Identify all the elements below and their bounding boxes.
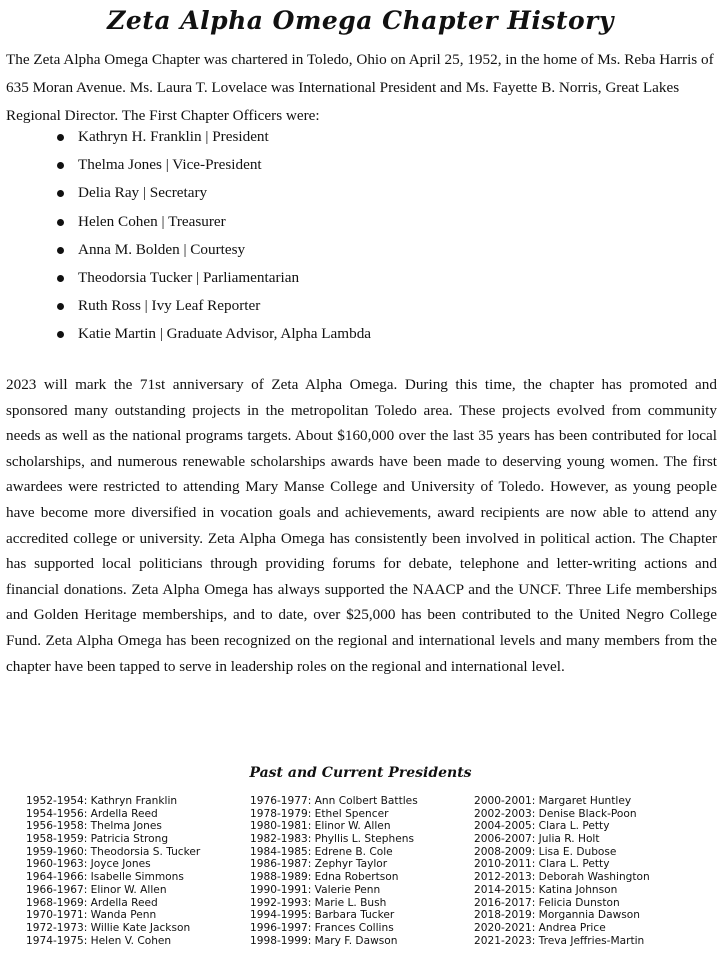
president-entry: 1982-1983: Phyllis L. Stephens [250,833,414,846]
president-entry: 2000-2001: Margaret Huntley [474,795,632,807]
list-item: Ruth Ross | Ivy Leaf Reporter [78,292,371,320]
president-entry: 1954-1956: Ardella Reed [26,807,158,820]
president-entry: 1968-1969: Ardella Reed [26,896,158,909]
president-entry: 1976-1977: Ann Colbert Battles [250,795,418,807]
president-entry: 1959-1960: Theodorsia S. Tucker [26,845,201,858]
president-entry: 1980-1981: Elinor W. Allen [250,820,391,833]
list-item: Theodorsia Tucker | Parliamentarian [78,264,371,292]
president-entry: 2014-2015: Katina Johnson [474,883,618,896]
president-entry: 1988-1989: Edna Robertson [250,871,399,884]
president-entry: 1960-1963: Joyce Jones [26,858,151,871]
list-item: Kathryn H. Franklin | President [78,123,371,151]
president-entry: 1990-1991: Valerie Penn [250,883,381,896]
president-entry: 1984-1985: Edrene B. Cole [250,845,393,858]
president-entry: 1956-1958: Thelma Jones [26,820,162,833]
president-entry: 2016-2017: Felicia Dunston [474,896,620,909]
president-entry: 2006-2007: Julia R. Holt [474,833,600,846]
presidents-heading: Past and Current Presidents [249,765,472,781]
president-entry: 1986-1987: Zephyr Taylor [250,858,388,871]
president-entry: 2002-2003: Denise Black-Poon [474,807,637,820]
president-entry: 1998-1999: Mary F. Dawson [250,934,398,947]
president-entry: 2021-2023: Treva Jeffries-Martin [474,934,645,947]
president-entry: 1978-1979: Ethel Spencer [250,807,389,820]
president-entry: 1992-1993: Marie L. Bush [250,896,387,909]
list-item: Helen Cohen | Treasurer [78,208,371,236]
list-item: Delia Ray | Secretary [78,179,371,207]
president-entry: 2010-2011: Clara L. Petty [474,858,610,871]
president-entry: 1952-1954: Kathryn Franklin [26,795,178,807]
list-item: Anna M. Bolden | Courtesy [78,236,371,264]
presidents-column-2 [250,795,418,947]
president-entry: 1974-1975: Helen V. Cohen [26,934,172,947]
list-item: Thelma Jones | Vice-President [78,151,371,179]
intro-paragraph: The Zeta Alpha Omega Chapter was chartered in Toledo, Ohio on April 25, 1952, in the home of Ms. Reba Harris of 635 Moran Avenue. Ms. Laura T. Lovelace was International President and Ms. Fayette B. Norris, Great Lakes Regional Director. The First Chapter Officers were: [6,51,714,124]
president-entry: 2020-2021: Andrea Price [474,921,606,934]
president-entry: 1958-1959: Patricia Strong [26,833,169,846]
president-entry: 2004-2005: Clara L. Petty [474,820,610,833]
page-title: Zeta Alpha Omega Chapter History [107,6,614,35]
presidents-column-1 [26,795,200,947]
officers-list [78,123,371,349]
list-item: Katie Martin | Graduate Advisor, Alpha Lambda [78,320,371,348]
presidents-column-3 [474,795,650,947]
president-entry: 2018-2019: Morgannia Dawson [474,909,640,922]
president-entry: 1964-1966: Isabelle Simmons [26,871,184,884]
president-entry: 1970-1971: Wanda Penn [26,909,157,922]
president-entry: 1966-1967: Elinor W. Allen [26,883,167,896]
history-paragraph: 2023 will mark the 71st anniversary of Zeta Alpha Omega. During this time, the chapter has promoted and sponsored many outstanding projects in the metropolitan Toledo area. These projects evolved from community needs as well as the national programs targets. About $160,000 over the last 35 years has been contributed for local scholarships, and numerous renewable scholarships awards have been made to deserving young women. The first awardees were restricted to attending Mary Manse College and University of Toledo. However, as young people have become more diversified in vocation goals and achievements, award recipients are now able to attend any accredited college or university. Zeta Alpha Omega has consistently been involved in political action. The Chapter has supported local politicians through providing forums for debate, telephone and letter-writing actions and financial donations. Zeta Alpha Omega has always supported the NAACP and the UNCF. Three Life memberships and Golden Heritage memberships, and to date, over $25,000 has been contributed to the United Negro College Fund. Zeta Alpha Omega has been recognized on the regional and international levels and many members from the chapter have been tapped to serve in leadership roles on the regional and international level. [6,376,717,675]
president-entry: 2008-2009: Lisa E. Dubose [474,845,617,858]
president-entry: 2012-2013: Deborah Washington [474,871,650,884]
president-entry: 1972-1973: Willie Kate Jackson [26,921,191,934]
president-entry: 1996-1997: Frances Collins [250,921,394,934]
president-entry: 1994-1995: Barbara Tucker [250,909,395,922]
